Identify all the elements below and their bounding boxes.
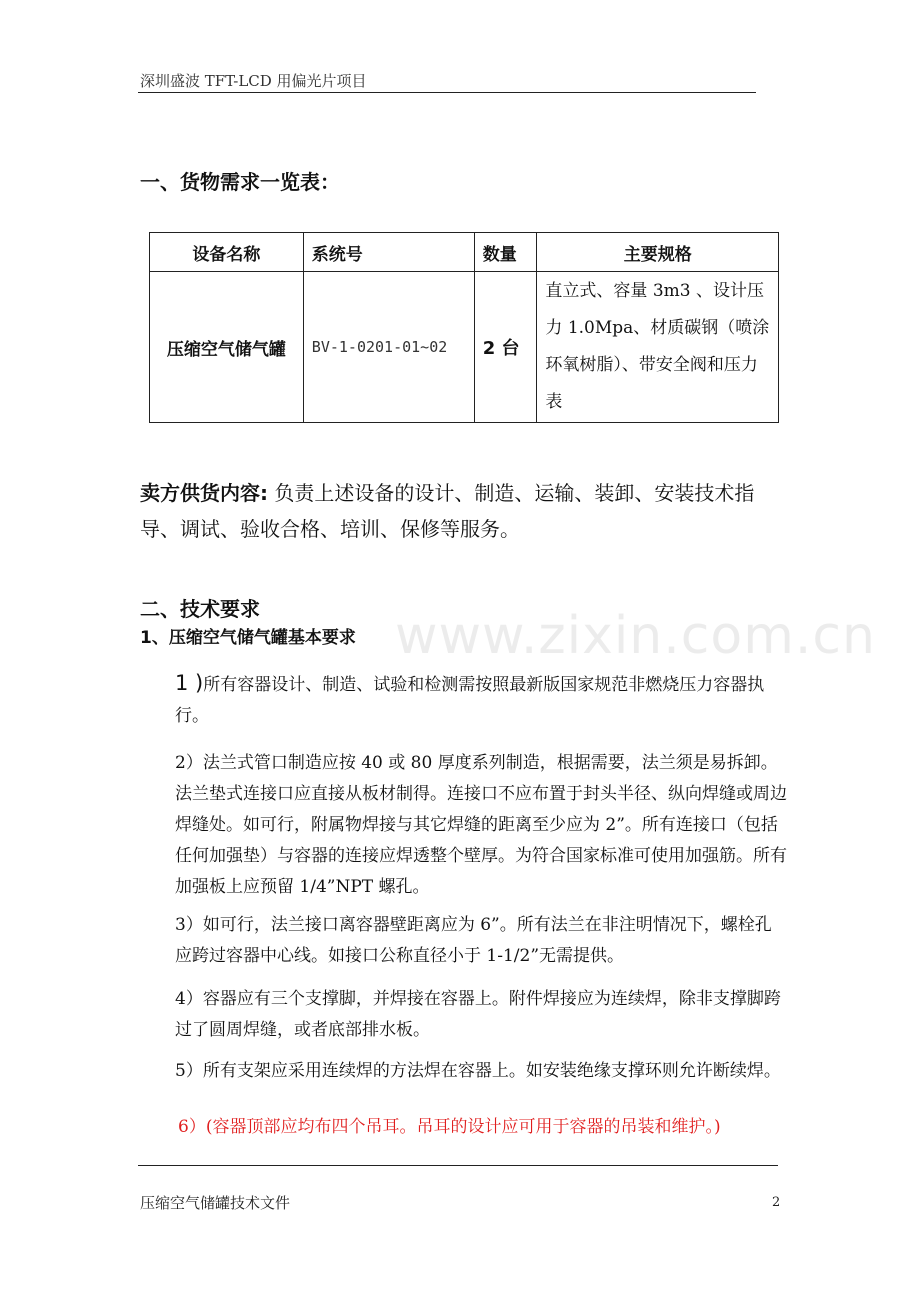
section2-subheading: 1、压缩空气储气罐基本要求 [140,628,356,648]
supply-label: 卖方供货内容: [140,481,268,505]
item-number: 2） [175,753,203,773]
column-header: 系统号 [303,233,474,272]
item-number: 4） [175,989,203,1009]
footer-title: 压缩空气储罐技术文件 [140,1194,291,1212]
list-item [175,668,787,732]
section1-heading: 一、货物需求一览表： [140,170,340,194]
item-number: 5） [175,1061,203,1081]
item-number: 1 ) [175,671,204,695]
column-header: 设备名称 [150,233,304,272]
header-title: 深圳盛波 TFT-LCD 用偏光片项目 [140,72,367,90]
page-number: 2 [772,1195,781,1210]
item-text: 容器应有三个支撑脚，并焊接在容器上。附件焊接应为连续焊，除非支撑脚跨过了圆周焊缝，或者底部排水板。 [175,989,781,1040]
footer-divider [138,1165,778,1166]
header-divider [138,92,756,93]
item-text: 所有支架应采用连续焊的方法焊在容器上。如安装绝缘支撑环则允许断续焊。 [202,1061,781,1081]
watermark-text: www.zixin.com.cn [395,606,876,666]
list-item [175,748,787,903]
list-item [175,1056,787,1087]
seller-supply-paragraph [140,475,785,547]
list-item [175,984,787,1046]
item-text-highlighted: 容器顶部应均布四个吊耳。吊耳的设计应可用于容器的吊装和维护。) [212,1117,721,1137]
column-header: 主要规格 [537,233,779,272]
goods-requirement-table [149,232,779,423]
list-item [178,1112,790,1143]
column-header: 数量 [474,233,537,272]
equipment-name-cell: 压缩空气储气罐 [150,272,304,423]
item-text: 所有容器设计、制造、试验和检测需按照最新版国家规范非燃烧压力容器执行。 [175,675,765,726]
spec-cell: 直立式、容量 3m3 、设计压力 1.0Mpa、材质碳钢（喷涂环氧树脂）、带安全阀和压力表 [537,272,779,423]
system-number-cell: BV-1-0201-01~02 [303,272,474,423]
item-number: 3） [175,915,203,935]
item-text: 如可行，法兰接口离容器壁距离应为 6”。所有法兰在非注明情况下，螺栓孔应跨过容器中心线。如接口公称直径小于 1-1/2”无需提供。 [175,915,772,966]
item-text: 法兰式管口制造应按 40 或 80 厚度系列制造，根据需要，法兰须是易拆卸。法兰垫式连接口应直接从板材制得。连接口不应布置于封头半径、纵向焊缝或周边焊缝处。如可行，附属物焊接与其它焊缝的距离至少应为 2”。所有连接口（包括任何加强垫）与容器的连接应焊透整个壁厚。为符合国家标准可使用加强筋。所有加强板上应预留 1/4”NPT 螺孔。 [175,753,787,897]
table-header-row [150,233,779,272]
item-number: 6）( [178,1117,213,1137]
section2-heading: 二、技术要求 [140,597,260,621]
list-item [175,910,787,972]
supply-text: 负责上述设备的设计、制造、运输、装卸、安装技术指导、调试、验收合格、培训、保修等服务。 [140,481,755,541]
table-row [150,272,779,423]
quantity-cell: 2 台 [474,272,537,423]
